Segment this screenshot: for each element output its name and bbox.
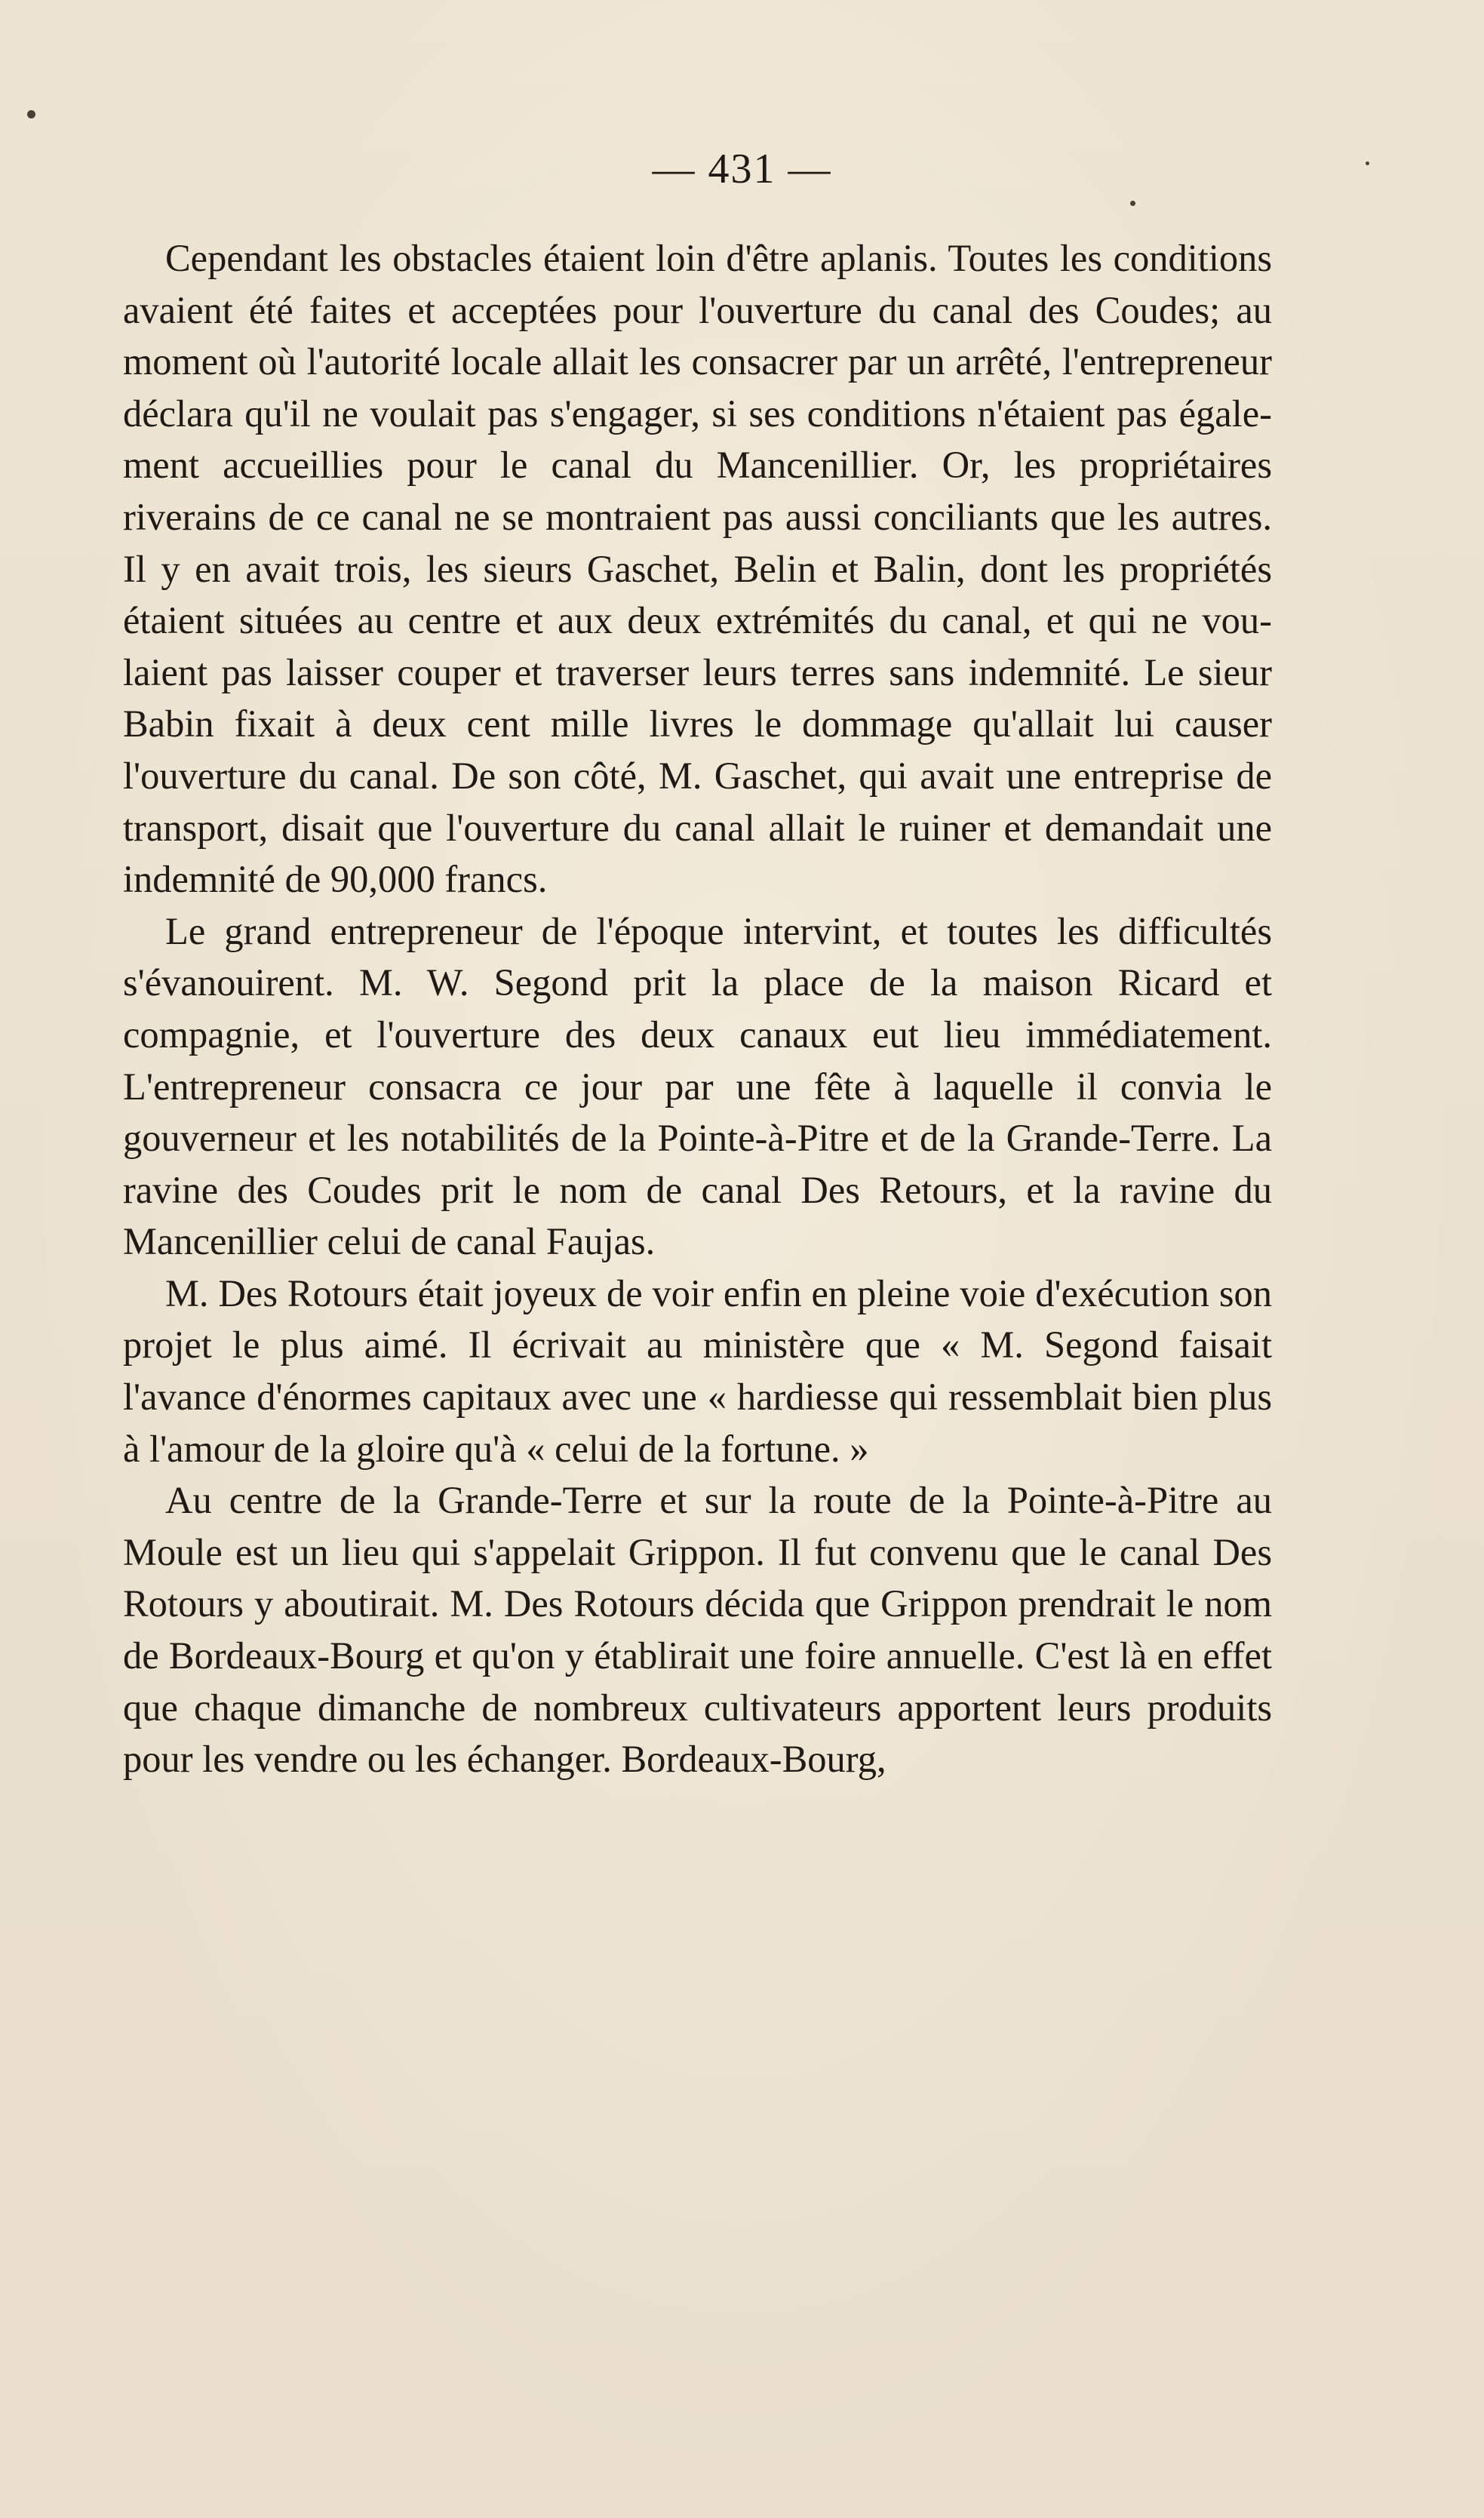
paragraph: Cependant les obstacles étaient loin d'être aplanis. Toutes les conditions avaient été faites et acceptées pour l'ouverture du canal des Coudes; au moment où l'autorité locale allait les consacrer par un arrêté, l'entrepreneur déclara qu'il ne voulait pas s'engager, si ses conditions n'étaient pas également accueillies pour le canal du Mancenillier. Or, les propriétaires riverains de ce canal ne se montraient pas aussi conciliants que les autres. Il y en avait trois, les sieurs Gaschet, Belin et Balin, dont les propriétés étaient situées au centre et aux deux extrémités du canal, et qui ne voulaient pas laisser couper et traverser leurs terres sans indemnité. Le sieur Babin fixait à deux cent mille livres le dommage qu'allait lui causer l'ouverture du canal. De son côté, M. Gaschet, qui avait une entreprise de transport, disait que l'ouverture du canal allait le ruiner et demandait une indemnité de 90,000 francs. bbox=[123, 237, 1272, 901]
ink-speck bbox=[27, 110, 35, 118]
ink-speck bbox=[1130, 201, 1135, 206]
paragraph: M. Des Rotours était joyeux de voir enfin en pleine voie d'exécution son projet le plus aimé. Il écrivait au ministère que « M. Segond faisait l'avance d'énormes capitaux avec une « hardiesse qui ressemblait bien plus à l'amour de la gloire qu'à « celui de la fortune. » bbox=[123, 1271, 1272, 1470]
page-number: — 431 — bbox=[652, 146, 832, 192]
paragraph: Au centre de la Grande-Terre et sur la route de la Pointe-à-Pitre au Moule est un lieu qui s'appelait Grippon. Il fut convenu que le canal Des Rotours y aboutirait. M. Des Rotours décida que Grippon prendrait le nom de Bordeaux-Bourg et qu'on y établirait une foire annuelle. C'est là en effet que chaque dimanche de nombreux cultivateurs apportent leurs produits pour les vendre ou les échanger. Bordeaux-Bourg, bbox=[123, 1479, 1272, 1781]
body-text bbox=[123, 232, 1272, 1785]
paragraph: Le grand entrepreneur de l'époque intervint, et toutes les difficultés s'évanouirent. M. W. Segond prit la place de la maison Ricard et compagnie, et l'ouverture des deux canaux eut lieu immédiatement. L'entrepreneur consacra ce jour par une fête à laquelle il convia le gouverneur et les notabilités de la Pointe-à-Pitre et de la Grande-Terre. La ravine des Coudes prit le nom de canal Des Retours, et la ravine du Mancenillier celui de canal Faujas. bbox=[123, 909, 1272, 1263]
